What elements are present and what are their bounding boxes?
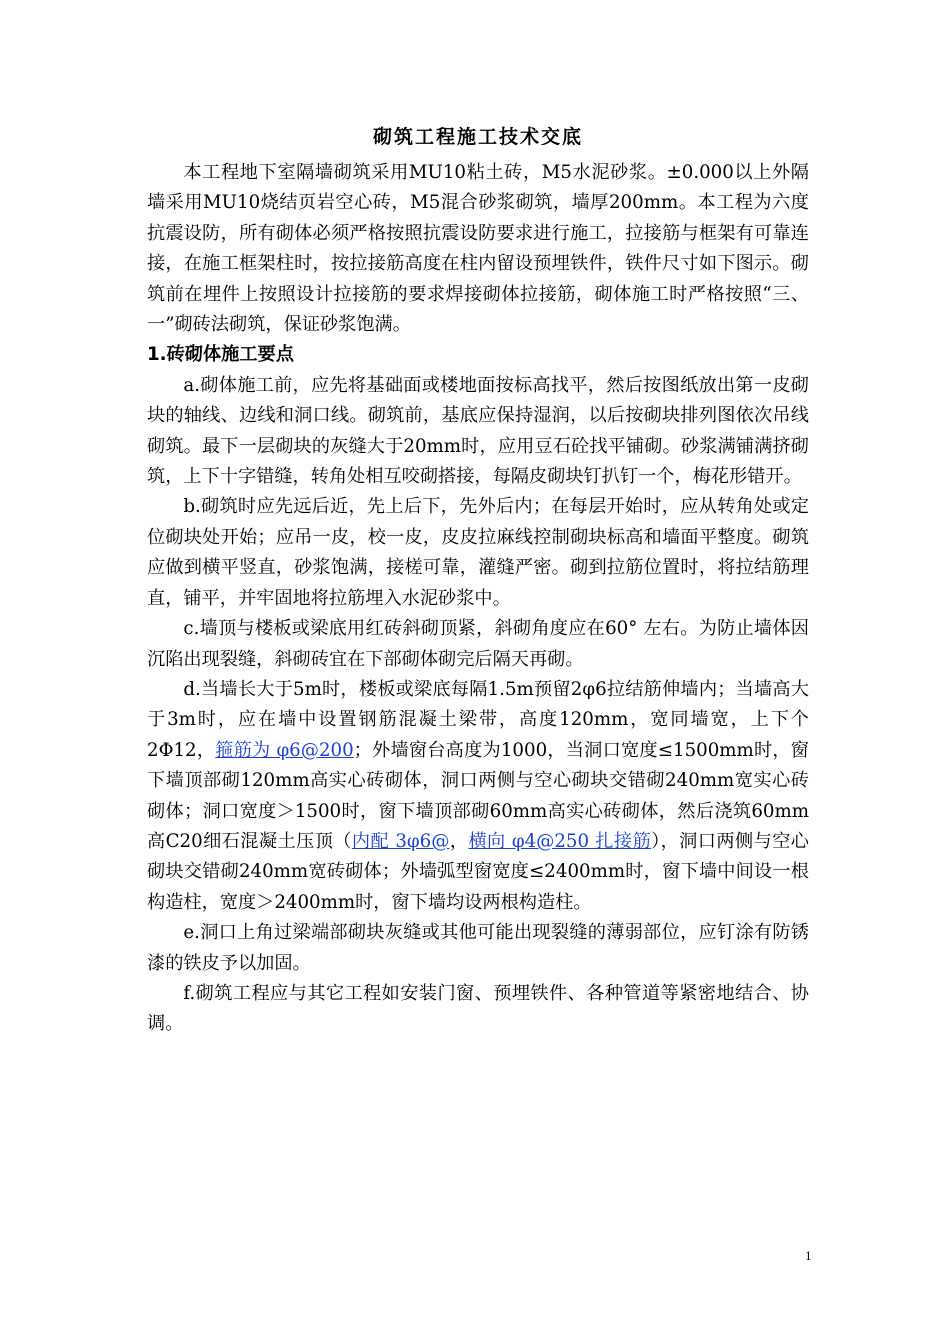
item-d-text-4: ），洞口两侧与空心砌块交错砌240mm宽砖砌体；外墙弧型窗宽度≤2400mm时，窗下墙中间设一根构造柱，宽度＞2400mm时，窗下墙均设两根构造柱。 [147,830,809,913]
transverse-tie-link[interactable]: 横向 φ4@250 扎接筋 [468,830,652,852]
item-d-text-3: ， [449,830,469,852]
document-title: 砌筑工程施工技术交底 [372,126,583,148]
document-body [147,122,809,1040]
item-a-paragraph: a.砌体施工前，应先将基础面或楼地面按标高找平，然后按图纸放出第一皮砌块的轴线、边线和洞口线。砌筑前，基底应保持湿润，以后按砌块排列图依次吊线砌筑。最下一层砌块的灰缝大于20mm时，应用豆石砼找平铺砌。砂浆满铺满挤砌筑，上下十字错缝，转角处相互咬砌搭接，每隔皮砌块钉扒钉一个，梅花形错开。 [147,374,809,488]
inner-rebar-link[interactable]: 内配 3φ6@ [351,830,450,852]
item-e-paragraph: e.洞口上角过梁端部砌块灰缝或其他可能出现裂缝的薄弱部位，应钉涂有防锈漆的铁皮予以加固。 [147,922,809,974]
item-c-paragraph: c.墙顶与楼板或梁底用红砖斜砌顶紧，斜砌角度应在60° 左右。为防止墙体因沉陷出现裂缝，斜砌砖宜在下部砌体砌完后隔天再砌。 [147,618,809,670]
page-number: 1 [805,1248,812,1263]
intro-paragraph: 本工程地下室隔墙砌筑采用MU10粘土砖，M5水泥砂浆。±0.000以上外隔墙采用MU10烧结页岩空心砖，M5混合砂浆砌筑，墙厚200mm。本工程为六度抗震设防，所有砌体必须严格按照抗震设防要求进行施工，拉接筋与框架有可靠连接，在施工框架柱时，按拉接筋高度在柱内留设预埋铁件，铁件尺寸如下图示。砌筑前在埋件上按照设计拉接筋的要求焊接砌体拉接筋，砌体施工时严格按照“三、一”砌砖法砌筑，保证砂浆饱满。 [147,162,809,336]
item-b-paragraph: b.砌筑时应先远后近，先上后下，先外后内；在每层开始时，应从转角处或定位砌块处开始；应吊一皮，校一皮，皮皮拉麻线控制砌块标高和墙面平整度。砌筑应做到横平竖直，砂浆饱满，接槎可靠，灌缝严密。砌到拉筋位置时，将拉结筋理直，铺平，并牢固地将拉筋埋入水泥砂浆中。 [147,496,809,609]
section-heading: 1.砖砌体施工要点 [147,344,294,366]
item-d-text-1: d.当墙长大于5m时，楼板或梁底每隔1.5m预留2φ6拉结筋伸墙内；当墙高大于3m时，应在墙中设置钢筋混凝土梁带，高度120mm，宽同墙宽，上下个2Φ12， [147,678,809,761]
item-d-paragraph [147,675,809,918]
item-d-text-2: ；外墙窗台高度为1000，当洞口宽度≤1500mm时，窗下墙顶部砌120mm高实心砖砌体，洞口两侧与空心砌块交错砌240mm宽实心砖砌体；洞口宽度＞1500时，窗下墙顶部砌60mm高实心砖砌体，然后浇筑60mm高C20细石混凝土压顶（ [147,739,809,852]
stirrup-spec-link[interactable]: 箍筋为 φ6@200 [215,739,354,761]
item-f-paragraph: f.砌筑工程应与其它工程如安装门窗、预埋铁件、各种管道等紧密地结合、协调。 [147,982,809,1035]
